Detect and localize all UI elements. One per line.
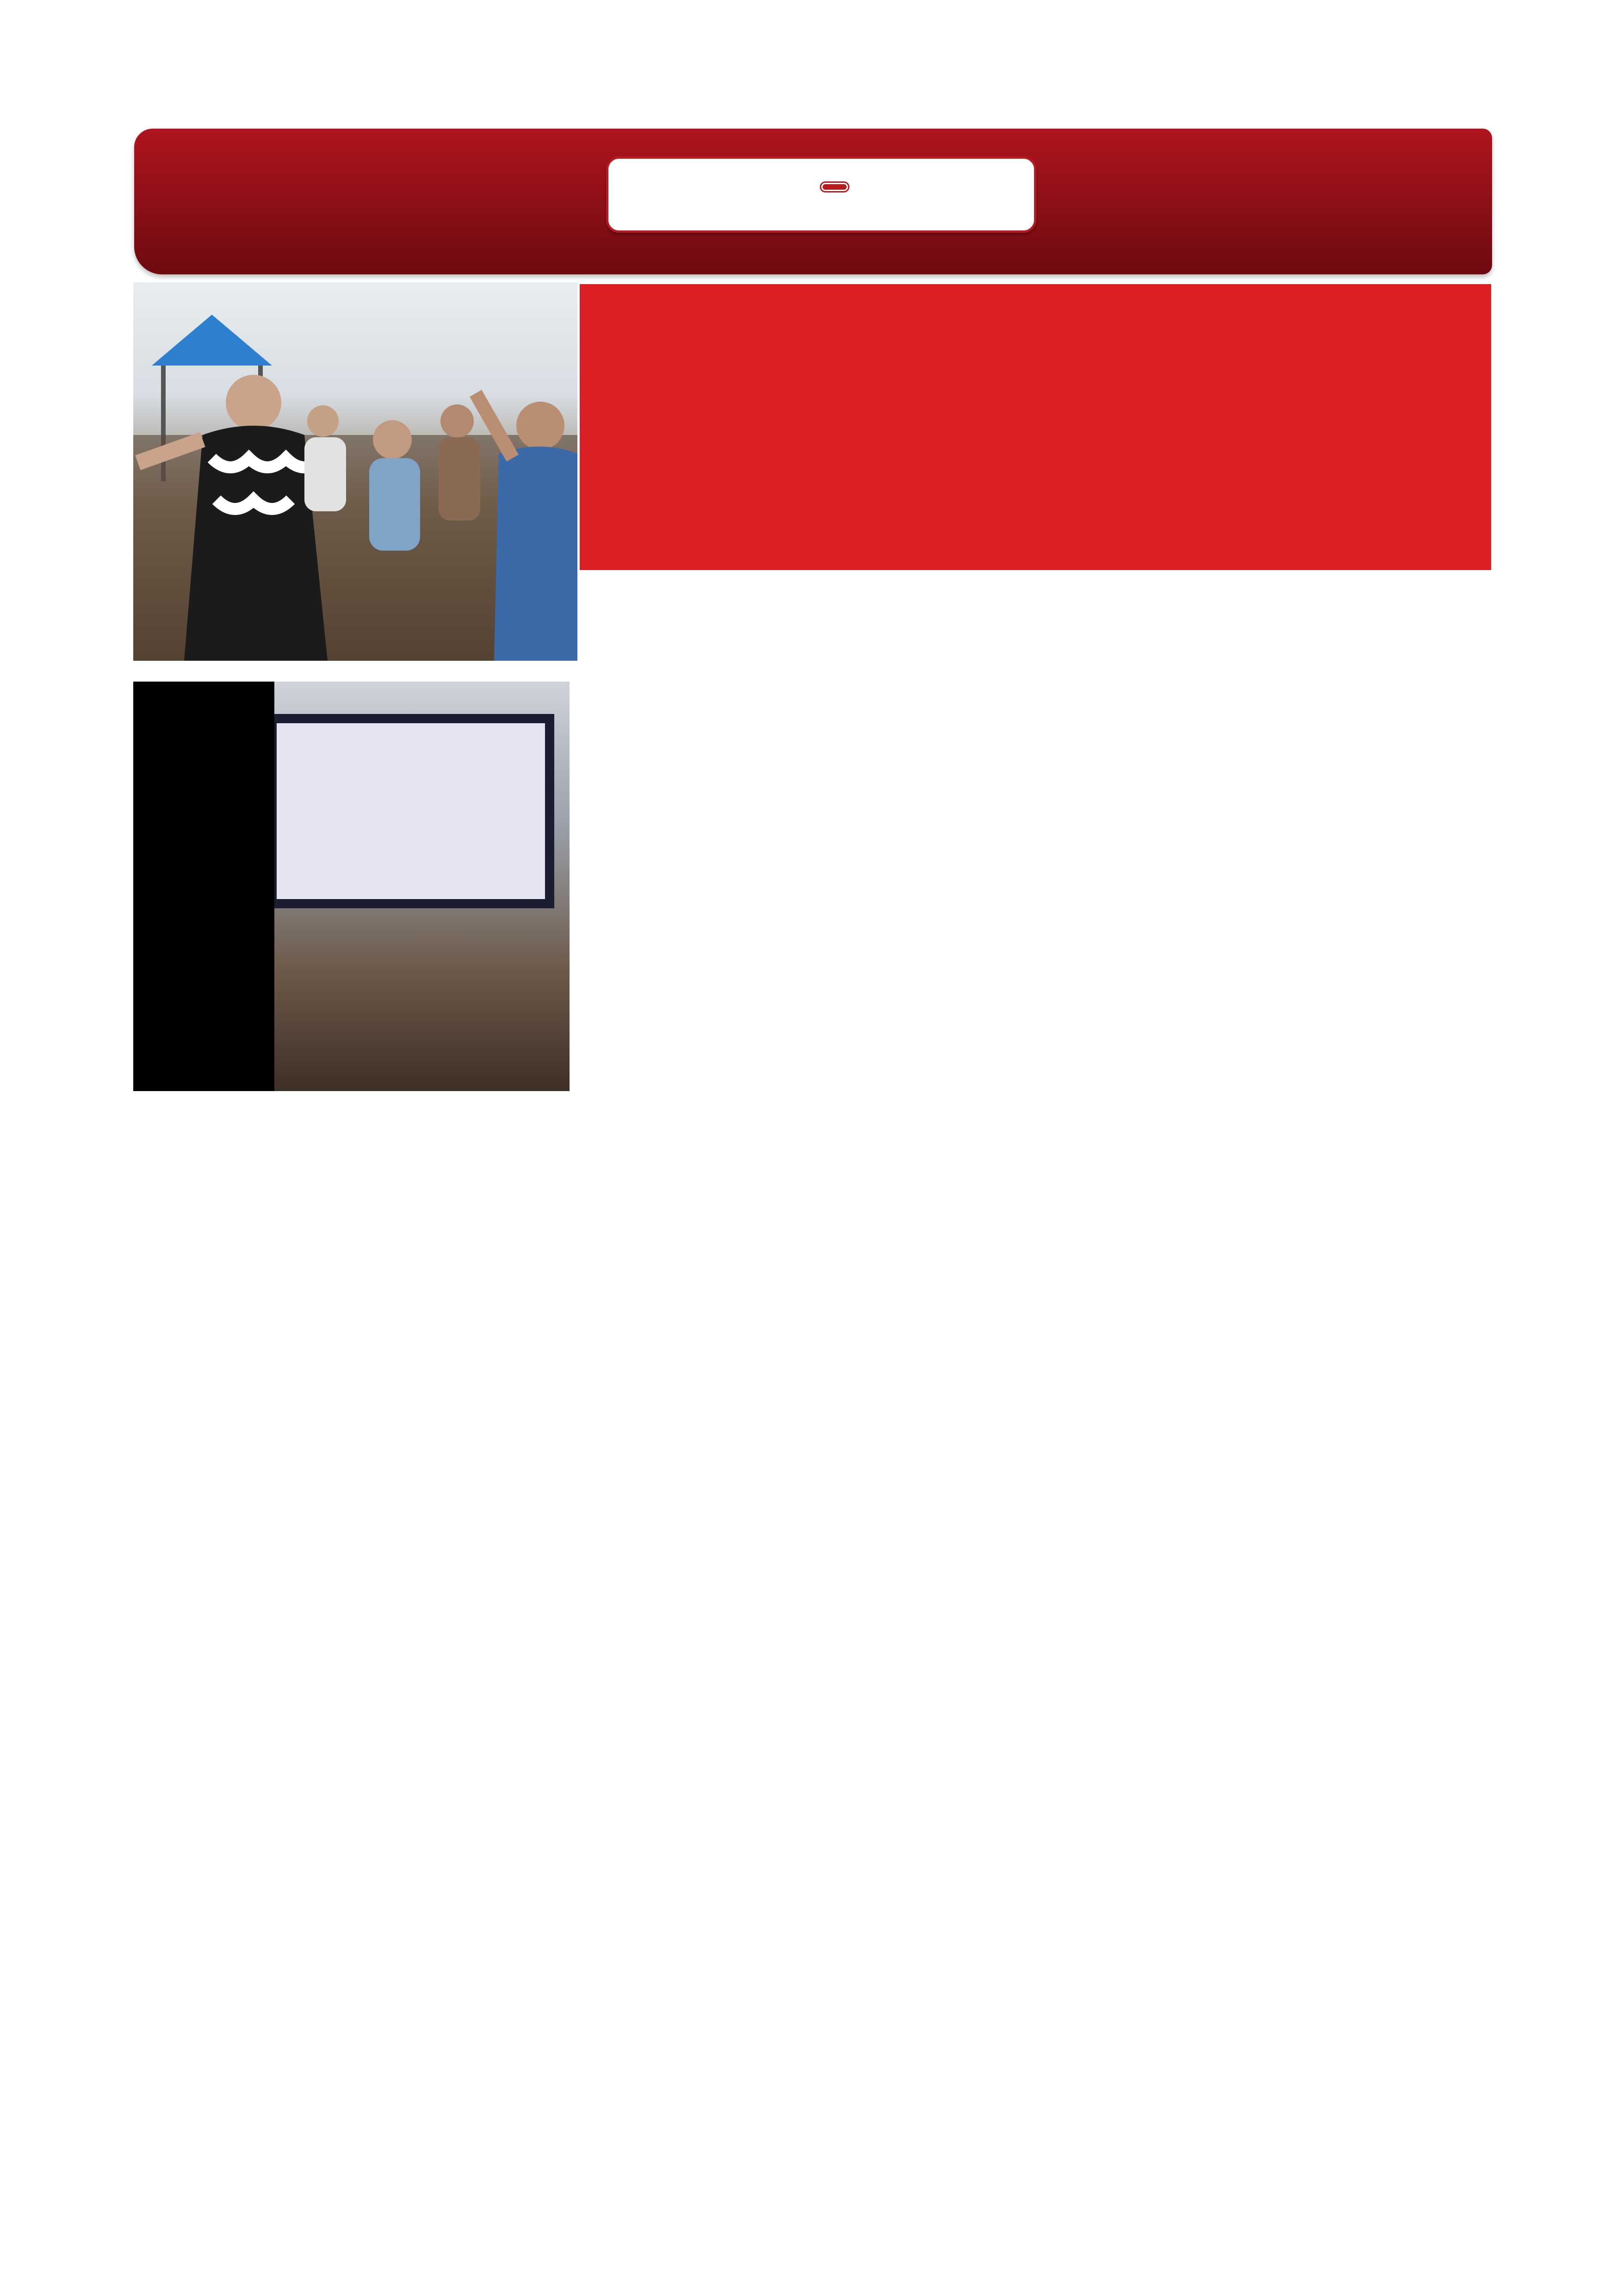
photo-audience-illustration <box>133 682 570 1091</box>
masthead-subtitle <box>821 183 848 191</box>
masthead-logo <box>606 156 1036 233</box>
headline <box>580 284 1491 570</box>
photo-audience-screen <box>133 682 570 1091</box>
photo-seniors-dancing <box>133 282 577 661</box>
photo-seniors-dancing-illustration <box>133 282 577 661</box>
